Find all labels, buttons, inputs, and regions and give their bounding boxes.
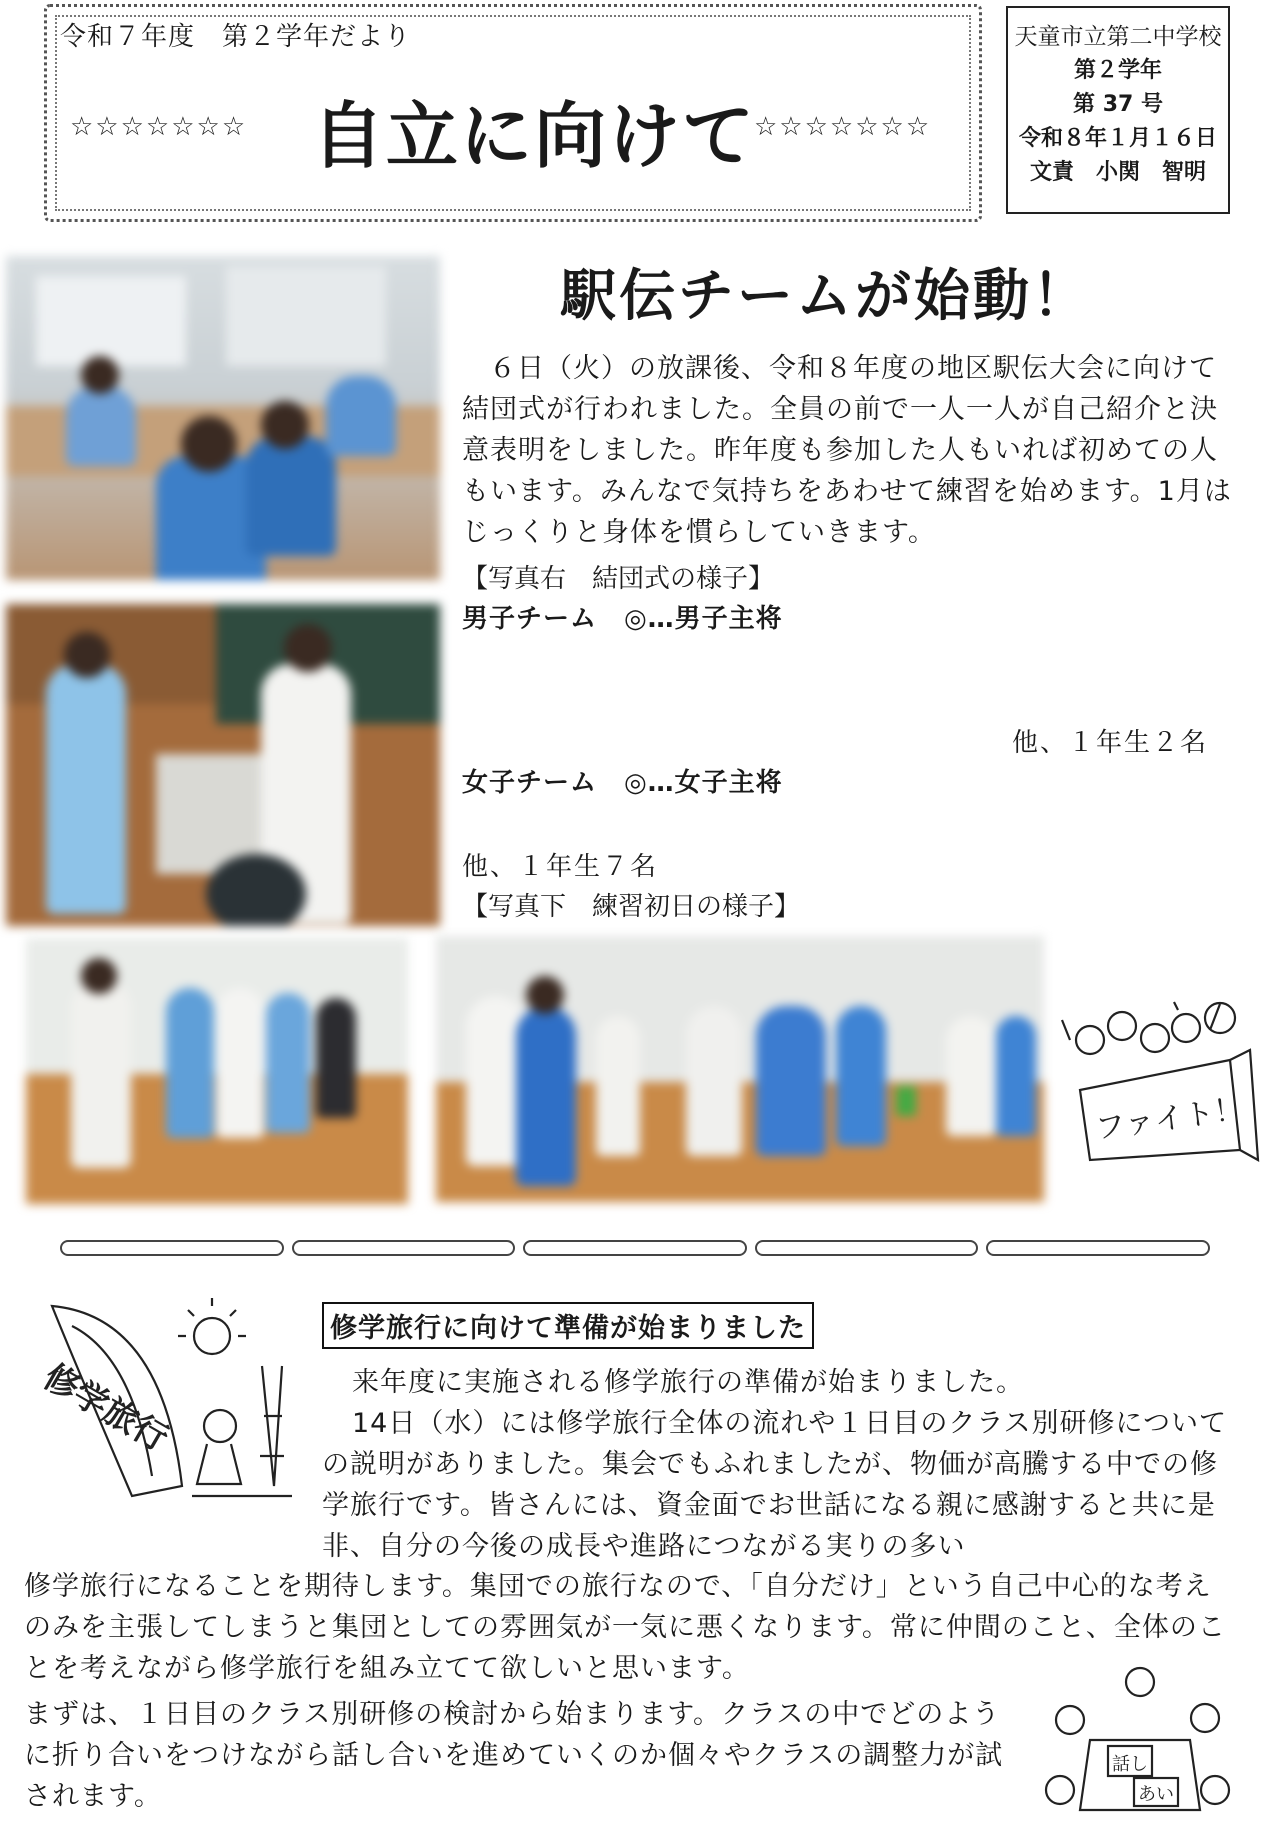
caption-photo-below: 【写真下 練習初日の様子】 xyxy=(462,892,801,922)
school-trip-body xyxy=(322,1362,1234,1567)
photo-practice-1 xyxy=(26,938,408,1204)
issue-info-box xyxy=(1006,6,1230,214)
grade: 第２学年 xyxy=(1073,58,1162,83)
school-trip-para2a: 14日（水）には修学旅行全体の流れや１日目のクラス別研修についての説明がありました。集会でもふれましたが、物価が高騰する中での修学旅行です。皆さんには、資金面でお世話になる親に感謝すると共に是非、自分の今後の成長や進路につながる実りの多い xyxy=(322,1408,1228,1562)
newsletter-series: 令和７年度 第２学年だより xyxy=(60,22,412,52)
school-trip-para3: まずは、１日目のクラス別研修の検討から始まります。クラスの中でどのように折り合いをつけながら話し合いを進めていくのか個々やクラスの調整力が試されます。 xyxy=(24,1699,1004,1812)
issue-date: 令和８年１月１６日 xyxy=(1018,126,1217,151)
discussion-label-1: 話し xyxy=(1112,1754,1148,1775)
stars-right: ☆☆☆☆☆☆☆ xyxy=(754,112,932,142)
girls-others: 他、１年生７名 xyxy=(462,852,659,882)
boys-others: 他、１年生２名 xyxy=(1012,728,1209,758)
discussion-label-2: あい xyxy=(1138,1784,1174,1805)
boys-team-label: 男子チーム ◎…男子主将 xyxy=(462,604,783,634)
issue-number: 第 37 号 xyxy=(1073,92,1163,117)
school-trip-para1: 来年度に実施される修学旅行の準備が始まりました。 xyxy=(352,1367,1024,1398)
school-trip-illustration xyxy=(12,1296,302,1516)
stars-left: ☆☆☆☆☆☆☆ xyxy=(70,112,248,142)
cheer-sign-text: ファイト！ xyxy=(1093,1091,1247,1147)
photo-practice-2 xyxy=(436,936,1044,1202)
cheering-illustration xyxy=(1060,1000,1260,1170)
photo-ceremony-classroom xyxy=(6,256,440,580)
photo-self-introduction xyxy=(6,604,440,926)
school-trip-heading: 修学旅行に向けて準備が始まりました xyxy=(322,1302,814,1349)
school-trip-para2b: 修学旅行になることを期待します。集団での旅行なので、「自分だけ」という自己中心的な考えのみを主張してしまうと集団としての雰囲気が一気に悪くなります。常に仲間のこと、全体のことを考えながら修学旅行を組み立てて欲しいと思います。 xyxy=(24,1571,1226,1684)
section-divider xyxy=(60,1240,1210,1262)
school-name: 天童市立第二中学校 xyxy=(1014,24,1222,50)
ekiden-heading: 駅伝チームが始動！ xyxy=(560,264,1091,329)
discussion-illustration xyxy=(1030,1660,1250,1832)
ekiden-body: ６日（火）の放課後、令和８年度の地区駅伝大会に向けて結団式が行われました。全員の前で一人一人が自己紹介と決意表明をしました。昨年度も参加した人もいれば初めての人もいます。みんなで気持ちをあわせて練習を始めます。1月はじっくりと身体を慣らしていきます。 xyxy=(462,353,1232,548)
girls-team-label: 女子チーム ◎…女子主将 xyxy=(462,768,783,798)
newsletter-title: 自立に向けて xyxy=(312,94,757,178)
editor: 文責 小関 智明 xyxy=(1029,160,1206,185)
caption-photo-right: 【写真右 結団式の様子】 xyxy=(462,564,775,594)
school-trip-illustration-label: 修学旅行 xyxy=(36,1356,175,1460)
